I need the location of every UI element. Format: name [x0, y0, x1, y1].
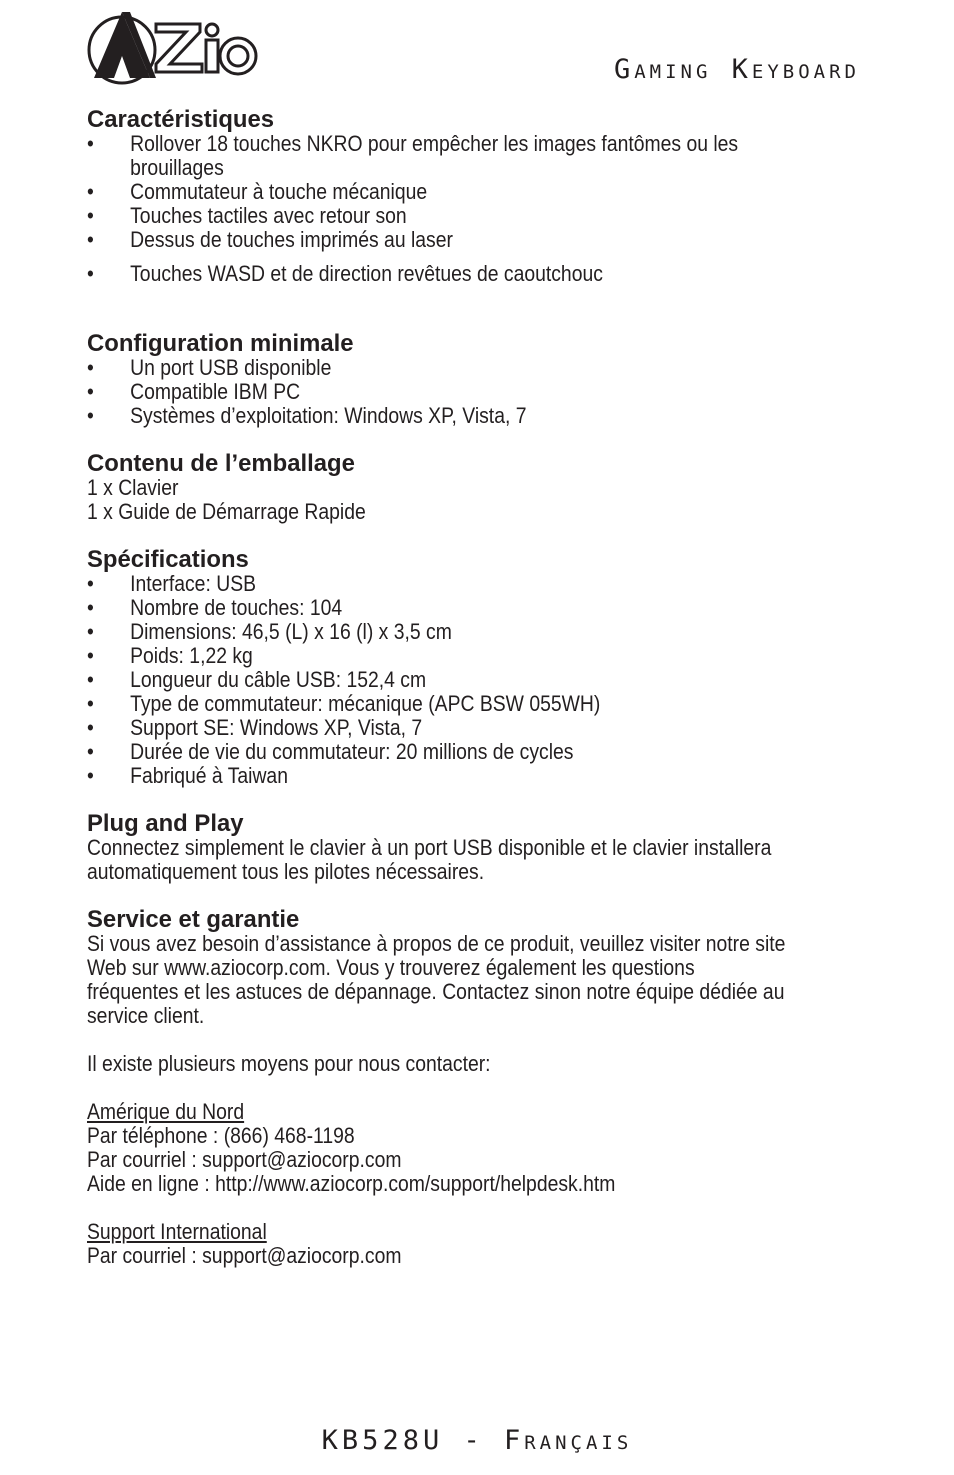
international-email: Par courriel : support@aziocorp.com [87, 1243, 402, 1268]
list-item: • Fabriqué à Taiwan [87, 764, 791, 788]
list-item: • Type de commutateur: mécanique (APC BSW 055WH) [87, 692, 791, 716]
list-item: • Touches WASD et de direction revêtues de caoutchouc [87, 262, 791, 286]
package-line: 1 x Clavier [87, 475, 179, 500]
list-item: • Durée de vie du commutateur: 20 millions de cycles [87, 740, 791, 764]
north-america-phone: Par téléphone : (866) 468-1198 [87, 1123, 355, 1148]
features-list [87, 132, 791, 286]
list-item: • Un port USB disponible [87, 356, 791, 380]
package-line: 1 x Guide de Démarrage Rapide [87, 499, 366, 524]
list-item: • Dessus de touches imprimés au laser [87, 228, 791, 252]
features-heading: Caractéristiques [87, 106, 275, 133]
list-item: • Touches tactiles avec retour son [87, 204, 791, 228]
requirements-list [87, 356, 791, 428]
list-item: • Interface: USB [87, 572, 791, 596]
list-item: • Commutateur à touche mécanique [87, 180, 791, 204]
manual-content [87, 108, 791, 1268]
specs-list [87, 572, 791, 788]
product-title: Gaming Keyboard [613, 54, 860, 85]
contact-intro: Il existe plusieurs moyens pour nous contacter: [87, 1051, 491, 1076]
list-item: • Dimensions: 46,5 (L) x 16 (l) x 3,5 cm [87, 620, 791, 644]
list-item: • Nombre de touches: 104 [87, 596, 791, 620]
list-item: • Rollover 18 touches NKRO pour empêcher les images fantômes ou les brouillages [87, 132, 791, 180]
service-text: Si vous avez besoin d’assistance à propos de ce produit, veuillez visiter notre site Web sur www.aziocorp.com. Vous y trouverez également les questions fréquentes et les astuces de dépannage. Contactez sinon notre équipe dédiée au service client. [87, 931, 786, 1028]
list-item: • Longueur du câble USB: 152,4 cm [87, 668, 791, 692]
requirements-heading: Configuration minimale [87, 330, 354, 357]
list-item: • Compatible IBM PC [87, 380, 791, 404]
international-heading: Support International [87, 1219, 267, 1244]
north-america-online-help: Aide en ligne : http://www.aziocorp.com/support/helpdesk.htm [87, 1171, 616, 1196]
list-item: • Systèmes d’exploitation: Windows XP, Vista, 7 [87, 404, 791, 428]
footer-model-language: KB528U - Français [321, 1425, 633, 1456]
azio-logo [86, 10, 262, 88]
plug-text: Connectez simplement le clavier à un port USB disponible et le clavier installera automatiquement tous les pilotes nécessaires. [87, 835, 772, 884]
list-item: • Poids: 1,22 kg [87, 644, 791, 668]
plug-heading: Plug and Play [87, 810, 244, 837]
service-heading: Service et garantie [87, 906, 300, 933]
package-heading: Contenu de l’emballage [87, 450, 355, 477]
north-america-email: Par courriel : support@aziocorp.com [87, 1147, 402, 1172]
north-america-heading: Amérique du Nord [87, 1099, 245, 1124]
specs-heading: Spécifications [87, 546, 249, 573]
list-item: • Support SE: Windows XP, Vista, 7 [87, 716, 791, 740]
